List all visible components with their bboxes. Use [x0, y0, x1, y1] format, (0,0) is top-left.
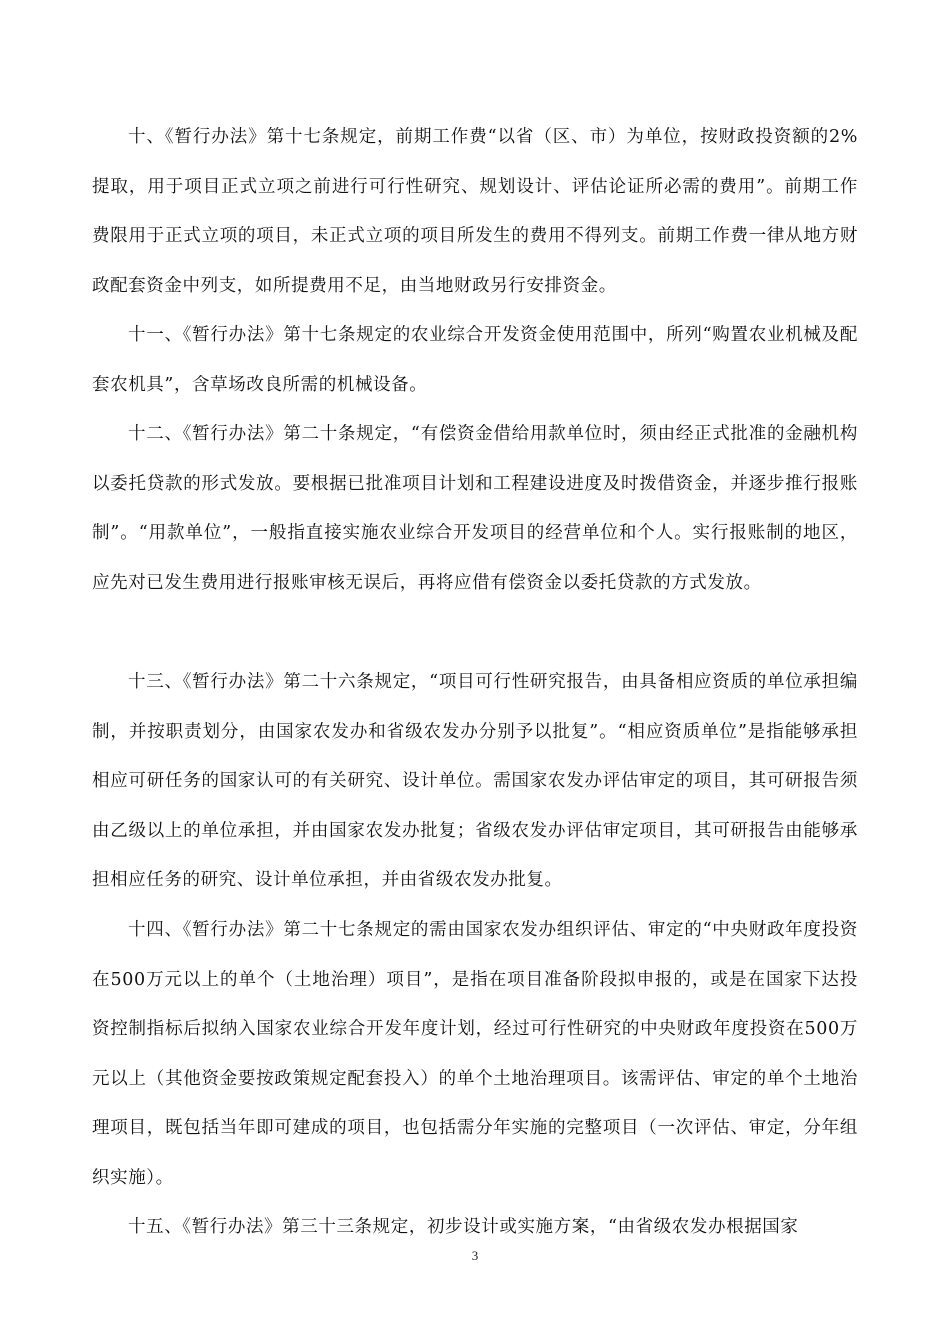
paragraph-article-10: 十、《暂行办法》第十七条规定，前期工作费“以省（区、市）为单位，按财政投资额的2%提取，用于项目正式立项之前进行可行性研究、规划设计、评估论证所必需的费用”。前期工作费限用于正式立项的项目，未正式立项的项目所发生的费用不得列支。前期工作费一律从地方财政配套资金中列支，如所提费用不足，由当地财政另行安排资金。	[92, 127, 858, 296]
paragraph-article-13: 十三、《暂行办法》第二十六条规定，“项目可行性研究报告，由具备相应资质的单位承担编制，并按职责划分，由国家农发办和省级农发办分别予以批复”。“相应资质单位”是指能够承担相应可研任务的国家认可的有关研究、设计单位。需国家农发办评估审定的项目，其可研报告须由乙级以上的单位承担，并由国家农发办批复；省级农发办评估审定项目，其可研报告由能够承担相应任务的研究、设计单位承担，并由省级农发办批复。	[92, 672, 858, 890]
paragraph-article-14: 十四、《暂行办法》第二十七条规定的需由国家农发办组织评估、审定的“中央财政年度投资在500万元以上的单个（土地治理）项目”，是指在项目准备阶段拟申报的，或是在国家下达投资控制指标后拟纳入国家农业综合开发年度计划，经过可行性研究的中央财政年度投资在500万元以上（其他资金要按政策规定配套投入）的单个土地治理项目。该需评估、审定的单个土地治理项目，既包括当年即可建成的项目，也包括需分年实施的完整项目（一次评估、审定，分年组织实施）。	[92, 920, 858, 1188]
page-number: 3	[471, 1248, 479, 1263]
paragraph-article-12: 十二、《暂行办法》第二十条规定，“有偿资金借给用款单位时，须由经正式批准的金融机构以委托贷款的形式发放。要根据已批准项目计划和工程建设进度及时拨借资金，并逐步推行报账制”。“用款单位”，一般指直接实施农业综合开发项目的经营单位和个人。实行报账制的地区，应先对已发生费用进行报账审核无误后，再将应借有偿资金以委托贷款的方式发放。	[92, 424, 858, 593]
paragraph-article-15: 十五、《暂行办法》第三十三条规定，初步设计或实施方案，“由省级农发办根据国家	[128, 1217, 799, 1237]
paragraph-article-11: 十一、《暂行办法》第十七条规定的农业综合开发资金使用范围中，所列“购置农业机械及配套农机具”，含草场改良所需的机械设备。	[92, 325, 858, 395]
